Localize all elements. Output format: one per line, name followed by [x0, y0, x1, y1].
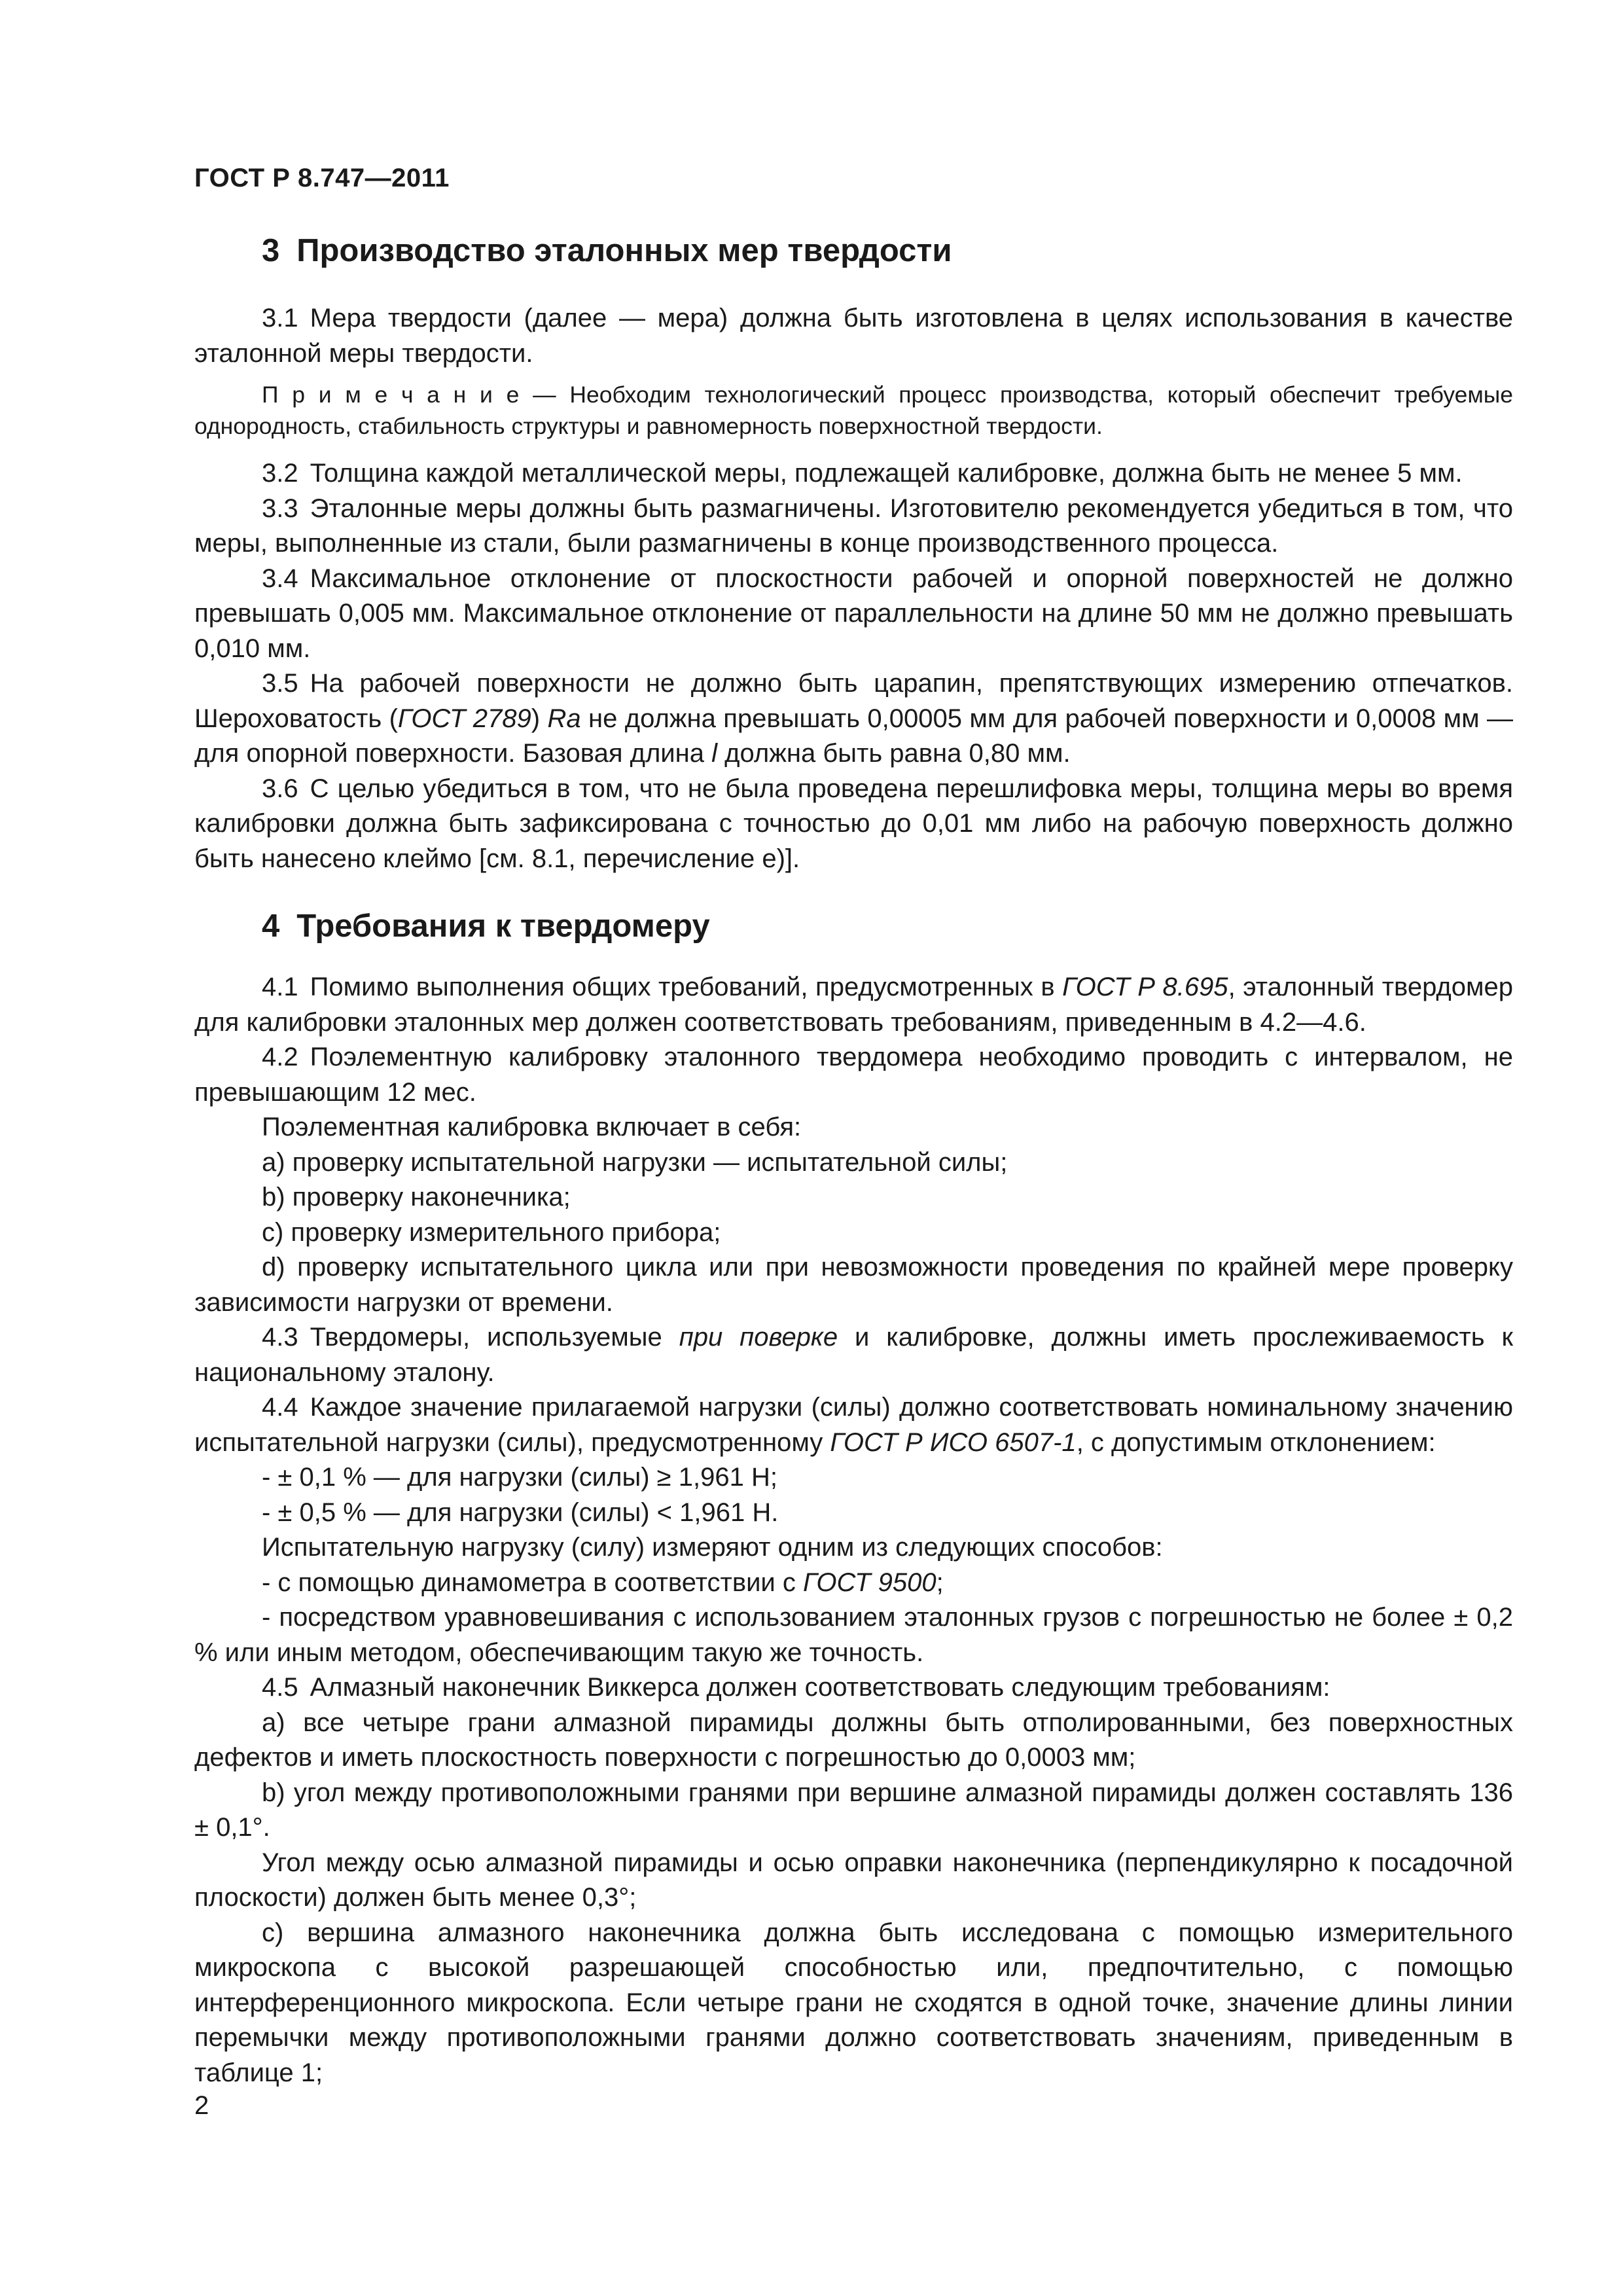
- list-item: - ± 0,1 % — для нагрузки (силы) ≥ 1,961 Н;: [262, 1463, 777, 1492]
- list-item: [194, 1566, 1513, 1601]
- list-item: c) вершина алмазного наконечника должна быть исследована с помощью измерительного микроскопа с высокой разрешающей способностью или, предпочтительно, с помощью интерференционного микроскопа. Если четыре грани не сходятся в одной точке, значение длины линии перемычки между противоположными гранями должно соответствовать значениям, приведенным в таблице 1;: [194, 1918, 1513, 2087]
- roughness-symbol: Ra: [547, 704, 581, 733]
- section-title: Производство эталонных мер твердости: [296, 233, 952, 268]
- list-item: c) проверку измерительного прибора;: [262, 1217, 721, 1247]
- note-label: П р и м е ч а н и е: [262, 382, 520, 408]
- clause-number: 3.2: [262, 459, 298, 488]
- clause-text: должна быть равна 0,80 мм.: [717, 739, 1071, 768]
- clause-text: Мера твердости (далее — мера) должна быть изготовлена в целях использования в качестве эталонной меры твердости.: [194, 304, 1513, 368]
- clause-number: 4.1: [262, 973, 298, 1001]
- emphasis: при поверке: [679, 1323, 838, 1352]
- clause-text: ): [531, 704, 548, 733]
- clause-text: Толщина каждой металлической меры, подлежащей калибровке, должна быть не менее 5 мм.: [310, 459, 1463, 488]
- note: [194, 379, 1513, 442]
- list-item: a) проверку испытательной нагрузки — испытательной силы;: [262, 1147, 1008, 1177]
- clause-text: Каждое значение прилагаемой нагрузки (силы) должно соответствовать номинальному значению испытательной нагрузки (силы), предусмотренному: [194, 1393, 1513, 1457]
- clause-number: 3.6: [262, 774, 298, 803]
- clause-text: На рабочей поверхности не должно быть царапин, препятствующих измерению отпечатков. Шероховатость (: [194, 669, 1513, 733]
- clause-4-1: [194, 970, 1513, 1040]
- list-item: b) угол между противоположными гранями при вершине алмазной пирамиды должен составлять 136 ± 0,1°.: [194, 1778, 1513, 1842]
- list-item: - посредством уравновешивания с использованием эталонных грузов с погрешностью не более ± 0,2 % или иным методом, обеспечивающим такую же точность.: [194, 1603, 1513, 1667]
- clause-3-1: [194, 301, 1513, 371]
- list-item: - ± 0,5 % — для нагрузки (силы) < 1,961 Н.: [262, 1498, 779, 1527]
- clause-3-5: [194, 666, 1513, 772]
- standard-reference: ГОСТ 2789: [397, 704, 531, 733]
- section-title: Требования к твердомеру: [296, 908, 710, 944]
- clause-number: 3.3: [262, 493, 298, 523]
- standard-reference: ГОСТ 9500: [803, 1568, 936, 1597]
- clause-number: 4.5: [262, 1673, 298, 1702]
- list-item: d) проверку испытательного цикла или при невозможности проведения по крайней мере проверку зависимости нагрузки от времени.: [194, 1253, 1513, 1317]
- section-3-heading: [262, 232, 952, 269]
- clause-text: Твердомеры, используемые: [310, 1323, 679, 1352]
- clause-text: , с допустимым отклонением:: [1076, 1427, 1436, 1457]
- length-symbol: l: [711, 739, 717, 768]
- paragraph: Испытательную нагрузку (силу) измеряют одним из следующих способов:: [262, 1533, 1163, 1562]
- clause-3-2: [194, 456, 1513, 492]
- list-item: b) проверку наконечника;: [262, 1183, 571, 1211]
- clause-text: и калибровке, должны иметь прослеживаемость к национальному эталону.: [194, 1323, 1514, 1387]
- paragraph: Угол между осью алмазной пирамиды и осью оправки наконечника (перпендикулярно к посадочной плоскости) должен быть менее 0,3°;: [194, 1848, 1513, 1912]
- page-number: 2: [194, 2091, 209, 2120]
- clause-text: Помимо выполнения общих требований, предусмотренных в: [310, 973, 1063, 1001]
- clause-number: 3.1: [262, 304, 298, 332]
- note-text: — Необходим технологический процесс производства, который обеспечит требуемые однородность, стабильность структуры и равномерность поверхностной твердости.: [194, 382, 1513, 439]
- document-code-header: ГОСТ Р 8.747—2011: [194, 164, 450, 192]
- clause-number: 3.4: [262, 564, 298, 593]
- standard-reference: ГОСТ Р ИСО 6507-1: [830, 1427, 1077, 1457]
- clause-text: - с помощью динамометра в соответствии с: [262, 1568, 803, 1597]
- clause-number: 4.4: [262, 1393, 298, 1422]
- list-item: a) все четыре грани алмазной пирамиды должны быть отполированными, без поверхностных дефектов и иметь плоскостность поверхности с погрешностью до 0,0003 мм;: [194, 1708, 1513, 1772]
- clause-3-4: [194, 562, 1513, 667]
- clause-text: не должна превышать 0,00005 мм для рабочей поверхности и 0,0008 мм — для опорной поверхности. Базовая длина: [194, 704, 1513, 768]
- clause-text: Алмазный наконечник Виккерса должен соответствовать следующим требованиям:: [310, 1673, 1330, 1702]
- clause-number: 4.2: [262, 1043, 298, 1071]
- clause-4-4: [194, 1390, 1513, 1460]
- standard-reference: ГОСТ Р 8.695: [1062, 973, 1228, 1001]
- section-4-body: [194, 970, 1513, 2090]
- section-4-heading: [262, 908, 710, 944]
- clause-text: Поэлементную калибровку эталонного твердомера необходимо проводить с интервалом, не превышающим 12 мес.: [194, 1043, 1513, 1107]
- clause-3-6: [194, 772, 1513, 877]
- section-number: 4: [262, 908, 280, 944]
- clause-text: , эталонный твердомер для калибровки эталонных мер должен соответствовать требованиям, приведенным в 4.2—4.6.: [194, 973, 1513, 1037]
- clause-text: Максимальное отклонение от плоскостности рабочей и опорной поверхностей не должно превышать 0,005 мм. Максимальное отклонение от параллельности на длине 50 мм не должно превышать 0,010 мм.: [194, 564, 1513, 663]
- clause-3-3: [194, 492, 1513, 562]
- clause-4-5: [194, 1670, 1513, 1706]
- section-number: 3: [262, 233, 280, 268]
- clause-number: 4.3: [262, 1323, 298, 1352]
- paragraph: Поэлементная калибровка включает в себя:: [262, 1113, 802, 1141]
- clause-4-2: [194, 1040, 1513, 1110]
- clause-4-3: [194, 1320, 1513, 1390]
- clause-text: С целью убедиться в том, что не была проведена перешлифовка меры, толщина меры во время калибровки должна быть зафиксирована с точностью до 0,01 мм либо на рабочую поверхность должно быть нанесено клеймо [см. 8.1, перечисление е)].: [194, 774, 1513, 873]
- section-3-body: [194, 301, 1513, 876]
- clause-text: Эталонные меры должны быть размагничены. Изготовителю рекомендуется убедиться в том, что меры, выполненные из стали, были размагничены в конце производственного процесса.: [194, 493, 1513, 558]
- clause-text: ;: [936, 1568, 944, 1597]
- clause-number: 3.5: [262, 669, 298, 698]
